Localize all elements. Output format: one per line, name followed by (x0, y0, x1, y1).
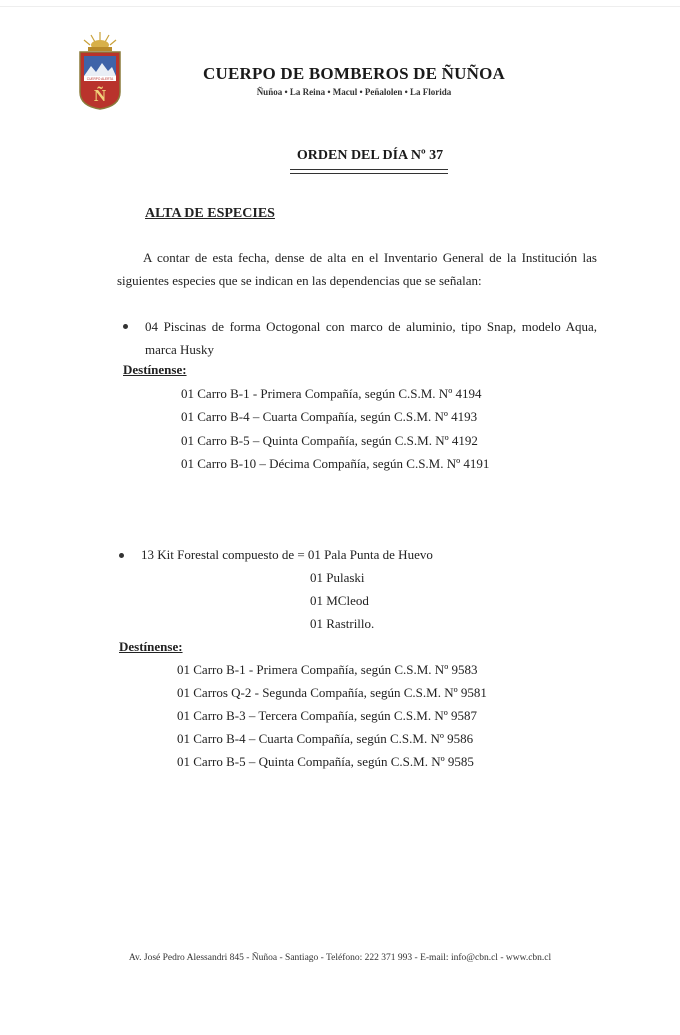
item-2-component: 01 Pulaski (310, 570, 365, 585)
item-1-destinations-label: Destínense: (123, 362, 187, 377)
logo-letter: Ñ (93, 86, 107, 105)
item-2-destination: 01 Carro B-3 – Tercera Compañía, según C.S.M. Nº 9587 (177, 708, 478, 723)
logo-motto: CUERPO ALERTA (86, 77, 114, 81)
item-2-description: 13 Kit Forestal compuesto de = 01 Pala Punta de Huevo (141, 547, 433, 562)
intro-paragraph: A contar de esta fecha, dense de alta en el Inventario General de la Institución las siguientes especies que se indican en las dependencias que se señalan: (117, 250, 597, 288)
section-title: ALTA DE ESPECIES (145, 206, 275, 221)
item-2-destination: 01 Carro B-1 - Primera Compañía, según C.S.M. Nº 9583 (177, 662, 478, 677)
item-2-destination: 01 Carro B-5 – Quinta Compañía, según C.S.M. Nº 9585 (177, 754, 474, 769)
item-1-destination: 01 Carro B-4 – Cuarta Compañía, según C.S.M. Nº 4193 (181, 409, 478, 424)
item-2-destinations-label: Destínense: (119, 639, 183, 654)
item-2-destination: 01 Carros Q-2 - Segunda Compañía, según C.S.M. Nº 9581 (177, 685, 487, 700)
bullet-item-2 (119, 553, 124, 558)
order-title: ORDEN DEL DÍA Nº 37 (296, 148, 444, 163)
footer-contact: Av. José Pedro Alessandri 845 - Ñuñoa - Santiago - Teléfono: 222 371 993 - E-mail: info@cbn.cl - www.cbn.cl (128, 953, 552, 963)
item-2-component: 01 MCleod (310, 593, 369, 608)
item-2-component: 01 Rastrillo. (310, 616, 375, 631)
bullet-item-1 (123, 324, 128, 329)
organization-towns: Ñuñoa • La Reina • Macul • Peñalolen • La Florida (256, 87, 452, 97)
item-1-destination: 01 Carro B-1 - Primera Compañía, según C.S.M. Nº 4194 (181, 386, 482, 401)
item-1-destination: 01 Carro B-10 – Décima Compañía, según C.S.M. Nº 4191 (181, 456, 490, 471)
item-1-destination: 01 Carro B-5 – Quinta Compañía, según C.S.M. Nº 4192 (181, 433, 478, 448)
item-1-description: 04 Piscinas de forma Octogonal con marco de aluminio, tipo Snap, modelo Aqua, marca Husky (145, 319, 597, 357)
order-title-rule (290, 169, 448, 174)
page-edge (0, 0, 680, 7)
item-2-destination: 01 Carro B-4 – Cuarta Compañía, según C.S.M. Nº 9586 (177, 731, 474, 746)
organization-name: CUERPO DE BOMBEROS DE ÑUÑOA (203, 64, 505, 83)
